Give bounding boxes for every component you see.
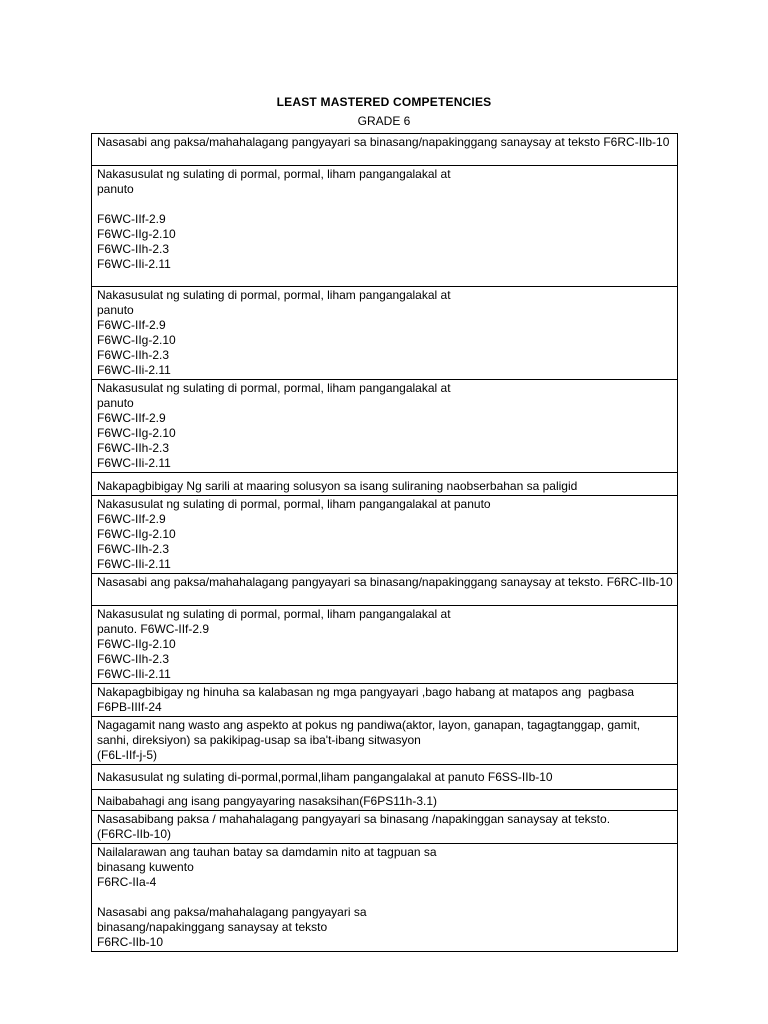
table-row bbox=[92, 134, 678, 166]
table-cell: Nasasabi ang paksa/mahahalagang pangyayari sa binasang/napakinggang sanaysay at teksto. F6RC-IIb-10 bbox=[92, 574, 678, 606]
table-cell: Nasasabibang paksa / mahahalagang pangyayari sa binasang /napakinggan sanaysay at teksto. (F6RC-IIb-10) bbox=[92, 811, 678, 844]
table-cell: Nakasusulat ng sulating di-pormal,pormal,liham pangangalakal at panuto F6SS-IIb-10 bbox=[92, 765, 678, 790]
table-cell: Nailalarawan ang tauhan batay sa damdamin nito at tagpuan sa binasang kuwento F6RC-IIa-4 Nasasabi ang paksa/mahahalagang pangyayari sa binasang/napakinggang sanaysay at teksto F6RC-IIb-10 bbox=[92, 844, 678, 952]
competencies-table bbox=[91, 133, 678, 952]
table-row bbox=[92, 287, 678, 380]
table-cell: Nakasusulat ng sulating di pormal, pormal, liham pangangalakal at panuto F6WC-IIf-2.9 F6WC-IIg-2.10 F6WC-IIh-2.3 F6WC-IIi-2.11 bbox=[92, 287, 678, 380]
table-cell: Nakasusulat ng sulating di pormal, pormal, liham pangangalakal at panuto. F6WC-IIf-2.9 F6WC-IIg-2.10 F6WC-IIh-2.3 F6WC-IIi-2.11 bbox=[92, 606, 678, 684]
table-cell: Nakapagbibigay Ng sarili at maaring solusyon sa isang suliraning naobserbahan sa paligid bbox=[92, 473, 678, 496]
table-row bbox=[92, 166, 678, 287]
table-cell: Nakasusulat ng sulating di pormal, pormal, liham pangangalakal at panuto F6WC-IIf-2.9 F6WC-IIg-2.10 F6WC-IIh-2.3 F6WC-IIi-2.11 bbox=[92, 166, 678, 287]
table-row bbox=[92, 574, 678, 606]
document-subtitle: GRADE 6 bbox=[357, 114, 411, 128]
table-cell: Nakasusulat ng sulating di pormal, pormal, liham pangangalakal at panuto F6WC-IIf-2.9 F6WC-IIg-2.10 F6WC-IIh-2.3 F6WC-IIi-2.11 bbox=[92, 496, 678, 574]
table-cell: Nakasusulat ng sulating di pormal, pormal, liham pangangalakal at panuto F6WC-IIf-2.9 F6WC-IIg-2.10 F6WC-IIh-2.3 F6WC-IIi-2.11 bbox=[92, 380, 678, 473]
table-cell: Nakapagbibigay ng hinuha sa kalabasan ng mga pangyayari ,bago habang at matapos ang pagbasa F6PB-IIIf-24 bbox=[92, 684, 678, 717]
document-title: LEAST MASTERED COMPETENCIES bbox=[276, 95, 492, 109]
table-row bbox=[92, 811, 678, 844]
table-row bbox=[92, 684, 678, 717]
table-cell: Naibabahagi ang isang pangyayaring nasaksihan(F6PS11h-3.1) bbox=[92, 790, 678, 811]
table-row bbox=[92, 790, 678, 811]
table-row bbox=[92, 765, 678, 790]
table-cell: Nagagamit nang wasto ang aspekto at pokus ng pandiwa(aktor, layon, ganapan, tagagtanggap, gamit, sanhi, direksiyon) sa pakikipag-usap sa iba't-ibang sitwasyon (F6L-IIf-j-5) bbox=[92, 717, 678, 765]
table-row bbox=[92, 380, 678, 473]
table-row bbox=[92, 606, 678, 684]
table-row bbox=[92, 496, 678, 574]
table-row bbox=[92, 473, 678, 496]
table-cell: Nasasabi ang paksa/mahahalagang pangyayari sa binasang/napakinggang sanaysay at teksto F6RC-IIb-10 bbox=[92, 134, 678, 166]
table-row bbox=[92, 844, 678, 952]
table-row bbox=[92, 717, 678, 765]
